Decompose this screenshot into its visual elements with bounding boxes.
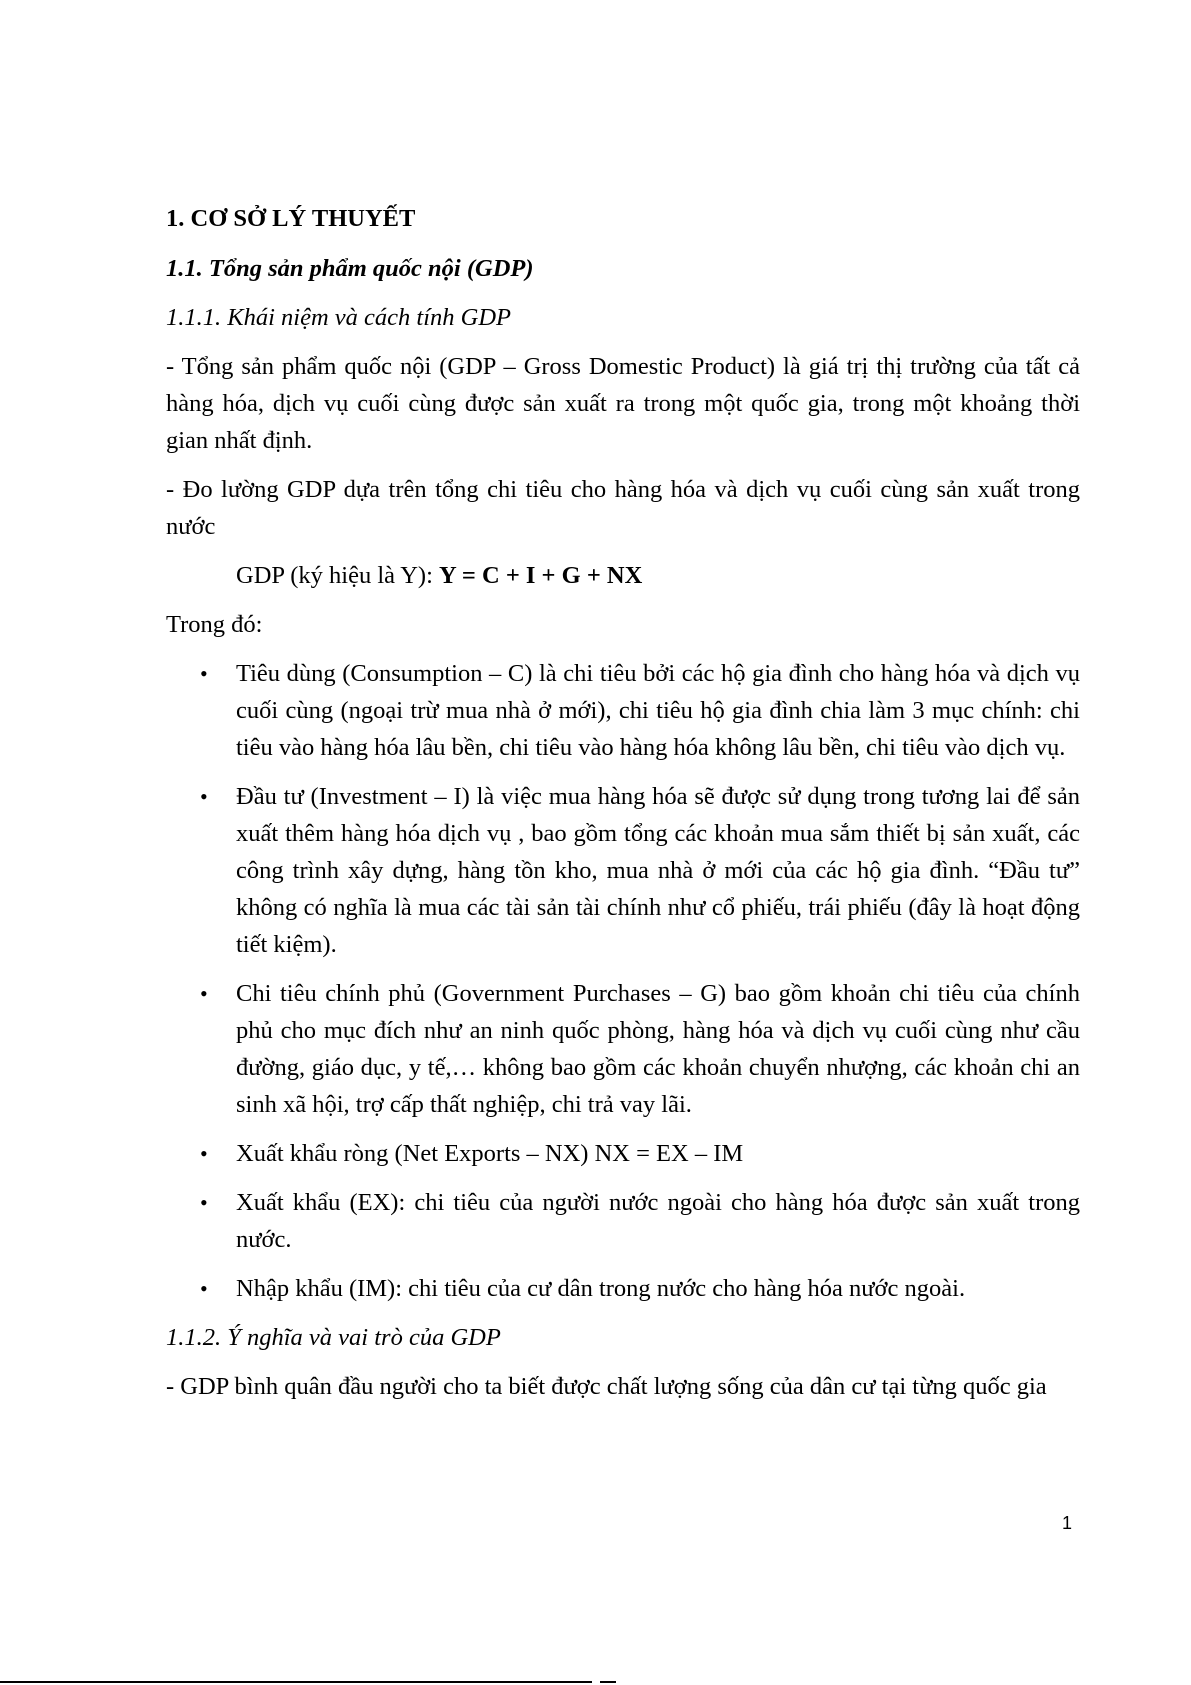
list-item <box>166 1135 1080 1172</box>
bullet-icon: • <box>200 1141 208 1166</box>
bullet-icon: • <box>200 1276 208 1301</box>
list-item-text: Xuất khẩu (EX): chi tiêu của người nước ngoài cho hàng hóa được sản xuất trong nước. <box>236 1189 1080 1253</box>
section-heading: 1. CƠ SỞ LÝ THUYẾT <box>166 205 416 232</box>
list-item-text: Tiêu dùng (Consumption – C) là chi tiêu bởi các hộ gia đình cho hàng hóa và dịch vụ cuối cùng (ngoại trừ mua nhà ở mới), chi tiêu hộ gia đình chia làm 3 mục chính: chi tiêu vào hàng hóa lâu bền, chi tiêu vào hàng hóa không lâu bền, chi tiêu vào dịch vụ. <box>236 660 1080 761</box>
bullet-icon: • <box>200 784 208 809</box>
bullet-icon: • <box>200 1190 208 1215</box>
list-item <box>166 655 1080 766</box>
formula-expression: Y = C + I + G + NX <box>439 562 643 589</box>
list-item-text: Chi tiêu chính phủ (Government Purchases – G) bao gồm khoản chi tiêu của chính phủ cho mục đích như an ninh quốc phòng, hàng hóa và dịch vụ cuối cùng như cầu đường, giáo dục, y tế,… không bao gồm các khoản chuyển nhượng, các khoản chi an sinh xã hội, trợ cấp thất nghiệp, chi trả vay lãi. <box>236 980 1080 1118</box>
list-item <box>166 1270 1080 1307</box>
footer-divider-short <box>600 1681 616 1683</box>
paragraph-gdp-measurement: - Đo lường GDP dựa trên tổng chi tiêu cho hàng hóa và dịch vụ cuối cùng sản xuất trong nước <box>166 476 1080 540</box>
subsubsection-heading-concept: 1.1.1. Khái niệm và cách tính GDP <box>166 304 511 331</box>
list-item <box>166 1184 1080 1258</box>
formula-label: GDP (ký hiệu là Y): <box>236 562 439 589</box>
list-item <box>166 975 1080 1123</box>
list-item-text: Xuất khẩu ròng (Net Exports – NX) NX = EX – IM <box>236 1140 744 1167</box>
subsection-heading: 1.1. Tổng sản phẩm quốc nội (GDP) <box>166 255 534 282</box>
bullet-icon: • <box>200 661 208 686</box>
list-item <box>166 778 1080 963</box>
list-item-text: Nhập khẩu (IM): chi tiêu của cư dân trong nước cho hàng hóa nước ngoài. <box>236 1275 966 1302</box>
subsubsection-heading-meaning: 1.1.2. Ý nghĩa và vai trò của GDP <box>166 1324 501 1351</box>
page-number: 1 <box>1062 1513 1073 1533</box>
document-body <box>166 200 1080 1417</box>
gdp-formula <box>166 557 1080 594</box>
bullet-icon: • <box>200 981 208 1006</box>
paragraph-gdp-per-capita: - GDP bình quân đầu người cho ta biết được chất lượng sống của dân cư tại từng quốc gia <box>166 1373 1047 1400</box>
paragraph-gdp-definition: - Tổng sản phẩm quốc nội (GDP – Gross Domestic Product) là giá trị thị trường của tất cả hàng hóa, dịch vụ cuối cùng được sản xuất ra trong một quốc gia, trong một khoảng thời gian nhất định. <box>166 353 1080 454</box>
footer-divider <box>0 1681 592 1683</box>
where-label: Trong đó: <box>166 611 263 638</box>
list-item-text: Đầu tư (Investment – I) là việc mua hàng hóa sẽ được sử dụng trong tương lai để sản xuất thêm hàng hóa dịch vụ , bao gồm tổng các khoản mua sắm thiết bị sản xuất, các công trình xây dựng, hàng tồn kho, mua nhà ở mới của các hộ gia đình. “Đầu tư” không có nghĩa là mua các tài sản tài chính như cổ phiếu, trái phiếu (đây là hoạt động tiết kiệm). <box>236 783 1080 958</box>
component-list <box>166 655 1080 1307</box>
